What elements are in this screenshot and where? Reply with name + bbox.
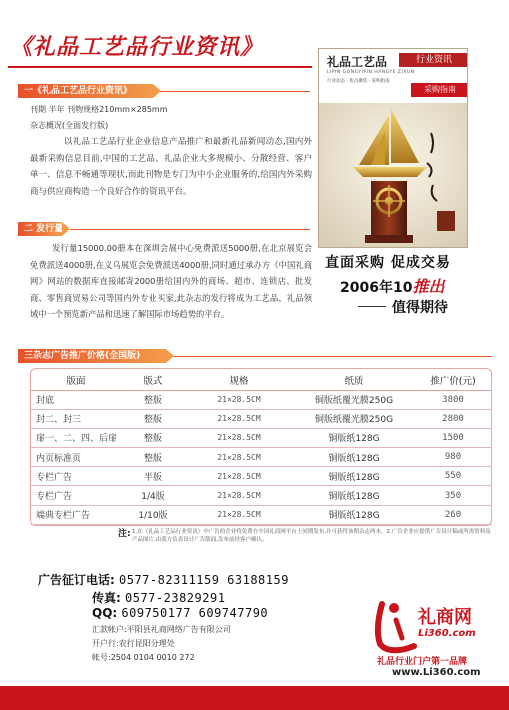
table-cell: 整版: [122, 428, 184, 447]
column-header: 版面: [30, 371, 122, 390]
table-cell: 封底: [30, 390, 122, 409]
table-cell: 扉一、二、四、后扉: [30, 428, 122, 447]
publication-spec: 刊期 半年 刊物规格210mm×285mm: [30, 105, 168, 114]
table-row: [30, 448, 492, 467]
table-cell: 铜版纸128G: [294, 505, 414, 524]
table-cell: 980: [414, 448, 492, 467]
table-cell: 封二、封三: [30, 409, 122, 428]
ad-phone: [38, 571, 289, 588]
column-header: 纸质: [294, 371, 414, 390]
qq-label: QQ:: [92, 606, 118, 620]
sailboat-trophy-illustration: [319, 103, 468, 248]
table-cell: 内页标准页: [30, 448, 122, 467]
magazine-cover-image: [318, 48, 468, 248]
table-cell: 1500: [414, 428, 492, 447]
table-cell: 550: [414, 467, 492, 486]
slogan-dash: [358, 306, 386, 307]
table-cell: 21×28.5CM: [184, 505, 294, 524]
li360-logo-icon: [372, 598, 424, 654]
page-title: 《礼品工艺品行业资讯》: [10, 34, 264, 60]
table-cell: 专栏广告: [30, 467, 122, 486]
table-cell: 整版: [122, 390, 184, 409]
account-number: 帐号:2504 0104 0010 272: [92, 653, 195, 662]
table-row: [30, 428, 492, 447]
footer-bar: [0, 686, 509, 710]
table-cell: 350: [414, 486, 492, 505]
intro-paragraph: 以礼品工艺品行业企业信息产品推广和最新礼品新闻动态,国内外最新采购信息目前,中国的工艺品、礼品企业大多规模小、分散经营、客户单一、信息不畅通等现状,而此刊物是专门为中小企业服务的,给国内外采购商与供应商构造一个良好合作的资讯平台。: [30, 137, 312, 197]
table-row: [30, 505, 492, 524]
table-cell: 铜版纸128G: [294, 486, 414, 505]
note-label: 注:: [118, 529, 131, 539]
table-cell: 21×28.5CM: [184, 390, 294, 409]
table-row: [30, 390, 492, 409]
title-divider: [8, 66, 312, 68]
price-table: [30, 371, 492, 525]
ad-qq: [92, 606, 268, 620]
table-cell: 半版: [122, 467, 184, 486]
cover-subtitle: LIPIN GONGYIPIN HANGYE ZIXUN: [327, 70, 415, 75]
table-cell: 1/10版: [122, 505, 184, 524]
table-cell: 1/4版: [122, 486, 184, 505]
column-header: 版式: [122, 371, 184, 390]
table-row: [30, 486, 492, 505]
section-divider: [160, 91, 310, 92]
brand-name: 礼商网: [418, 607, 472, 628]
website-url[interactable]: www.Li360.com: [392, 667, 481, 678]
table-cell: 整版: [122, 409, 184, 428]
table-cell: 铜版纸覆光膜250G: [294, 409, 414, 428]
circulation-paragraph: 发行量15000.00册本在深圳会展中心免费派送5000册,在北京展览会免费派送4000册,在义乌展览会免费派送4000册,同时通过承办方《中国礼商网》网站的数据库直接邮寄2000册给国内外的商场、超市、连锁店、批发商、零售商贸易公司等国内外专业买家,此杂志的发行将成为工艺品、礼品领域中一个预览新产品和迅速了解国际市场趋势的平台。: [30, 243, 312, 319]
table-row: [30, 467, 492, 486]
column-header: 推广价(元): [414, 371, 492, 390]
cover-badge: 采购指南: [411, 83, 468, 97]
table-cell: 21×28.5CM: [184, 428, 294, 447]
ad-fax: [92, 589, 225, 606]
slogan-tagline: 值得期待: [392, 300, 448, 316]
fax-value: 0577-23829291: [125, 591, 226, 605]
table-cell: 260: [414, 505, 492, 524]
column-header: 规格: [184, 371, 294, 390]
bank-branch: 开户行:农行昆阳分理处: [92, 639, 175, 648]
table-header-row: [30, 371, 492, 390]
slogan-headline: 直面采购 促成交易: [325, 255, 451, 271]
table-note: 1.在《礼品工艺品行业资讯》中广告的企业将免费在中国礼商网平台上同期发布,并可获得该期杂志两本。2.广告企业应提供广告设计稿或所需资料及产品图片,由我方负责设计广告版面,发布前经客户确认。: [132, 529, 491, 543]
table-cell: 铜版纸覆光膜250G: [294, 390, 414, 409]
table-cell: 端典专栏广告: [30, 505, 122, 524]
table-cell: 21×28.5CM: [184, 486, 294, 505]
qq-value: 609750177 609747790: [121, 606, 269, 620]
fax-label: 传真:: [92, 591, 121, 605]
table-cell: 2800: [414, 409, 492, 428]
cover-logo: 礼品工艺品: [327, 55, 388, 69]
table-cell: 整版: [122, 448, 184, 467]
slogan-launch-date: [340, 274, 444, 297]
brand-slogan: 礼品行业门户第一品牌: [377, 657, 468, 667]
table-cell: 21×28.5CM: [184, 409, 294, 428]
table-row: [30, 409, 492, 428]
brand-domain: Li360.com: [418, 628, 476, 639]
cover-tagline: 行业动态 · 焦点聚焦 · 采购指南: [327, 79, 390, 84]
remittance-account-holder: 汇款帐户:平阳县礼商网络广告有限公司: [92, 625, 231, 634]
publication-overview: 杂志概况(全面发行版): [30, 121, 109, 130]
table-cell: 3800: [414, 390, 492, 409]
phone-label: 广告征订电话:: [38, 573, 115, 587]
table-cell: 铜版纸128G: [294, 467, 414, 486]
section-tag-circulation: 二 发行量: [18, 222, 62, 236]
launch-highlight: 推出: [412, 277, 445, 296]
section-divider: [174, 356, 492, 357]
table-cell: 21×28.5CM: [184, 448, 294, 467]
table-cell: 21×28.5CM: [184, 467, 294, 486]
table-cell: 铜版纸128G: [294, 448, 414, 467]
section-tag-pricing: 三杂志广告推广价格(全国版): [18, 349, 166, 363]
phone-value: 0577-82311159 63188159: [119, 573, 289, 587]
section-tag-intro: 一《礼品工艺品行业资讯》: [18, 84, 153, 98]
cover-ribbon: 行业资讯: [399, 53, 468, 67]
launch-date-text: 2006年10: [340, 280, 413, 296]
table-cell: 铜版纸128G: [294, 428, 414, 447]
table-cell: 专栏广告: [30, 486, 122, 505]
section-divider: [70, 229, 310, 230]
